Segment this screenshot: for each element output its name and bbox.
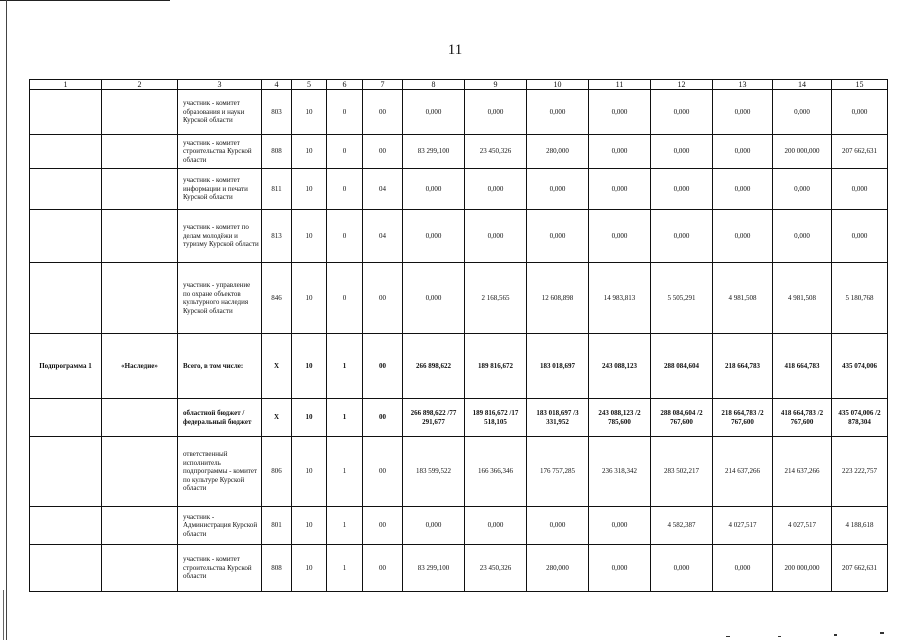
- scan-speck: [726, 636, 730, 637]
- row-title-cell: [102, 263, 178, 334]
- row-section-cell: 10: [292, 399, 327, 437]
- row-value-cell: 0,000: [403, 210, 465, 263]
- row-participant-cell: ответственный исполнитель подпрограммы - комитет по культуре Курской области: [178, 437, 262, 507]
- row-title-cell: [102, 210, 178, 263]
- table-row: [30, 334, 888, 399]
- table-row: [30, 437, 888, 507]
- header-cell: 13: [713, 80, 773, 90]
- row-value-cell: 0,000: [403, 263, 465, 334]
- row-value-cell: 0,000: [403, 507, 465, 545]
- table-row: [30, 507, 888, 545]
- row-code-cell: 808: [262, 135, 292, 169]
- row-value-cell: 435 074,006 /2 878,304: [832, 399, 888, 437]
- row-value-cell: 4 027,517: [713, 507, 773, 545]
- row-value-cell: 12 608,898: [527, 263, 589, 334]
- row-subprogram-cell: 0: [327, 135, 363, 169]
- row-value-cell: 283 502,217: [651, 437, 713, 507]
- row-program-cell: [30, 210, 102, 263]
- header-cell: 8: [403, 80, 465, 90]
- scan-speck: [778, 636, 781, 637]
- table-row: [30, 169, 888, 210]
- row-code-cell: 808: [262, 545, 292, 592]
- table-header-row: [30, 80, 888, 90]
- header-cell: 11: [589, 80, 651, 90]
- table-row: [30, 263, 888, 334]
- row-value-cell: 200 000,000: [773, 545, 832, 592]
- row-value-cell: 5 505,291: [651, 263, 713, 334]
- row-value-cell: 207 662,631: [832, 135, 888, 169]
- row-value-cell: 0,000: [651, 169, 713, 210]
- row-value-cell: 0,000: [832, 210, 888, 263]
- row-value-cell: 183 018,697 /3 331,952: [527, 399, 589, 437]
- row-value-cell: 280,000: [527, 135, 589, 169]
- row-value-cell: 223 222,757: [832, 437, 888, 507]
- row-item-cell: 00: [363, 135, 403, 169]
- row-value-cell: 4 188,618: [832, 507, 888, 545]
- row-program-cell: [30, 507, 102, 545]
- table-row: [30, 399, 888, 437]
- header-cell: 4: [262, 80, 292, 90]
- row-item-cell: 00: [363, 507, 403, 545]
- row-value-cell: 0,000: [589, 169, 651, 210]
- row-value-cell: 435 074,006: [832, 334, 888, 399]
- row-value-cell: 0,000: [465, 90, 527, 135]
- row-value-cell: 2 168,565: [465, 263, 527, 334]
- row-value-cell: 0,000: [832, 90, 888, 135]
- row-value-cell: 0,000: [403, 90, 465, 135]
- header-cell: 2: [102, 80, 178, 90]
- row-value-cell: 0,000: [527, 210, 589, 263]
- row-program-cell: [30, 90, 102, 135]
- row-section-cell: 10: [292, 90, 327, 135]
- header-cell: 12: [651, 80, 713, 90]
- row-subprogram-cell: 1: [327, 399, 363, 437]
- row-subprogram-cell: 0: [327, 169, 363, 210]
- row-participant-cell: участник - комитет информации и печати Курской области: [178, 169, 262, 210]
- row-program-cell: [30, 437, 102, 507]
- row-value-cell: 0,000: [527, 90, 589, 135]
- row-value-cell: 0,000: [773, 169, 832, 210]
- table-row: [30, 210, 888, 263]
- row-title-cell: [102, 507, 178, 545]
- row-section-cell: 10: [292, 545, 327, 592]
- row-participant-cell: участник - комитет строительства Курской области: [178, 545, 262, 592]
- scan-edge-top: [0, 0, 170, 1]
- scan-edge-left-secondary: [3, 590, 4, 640]
- row-value-cell: 4 582,387: [651, 507, 713, 545]
- row-program-cell: [30, 169, 102, 210]
- row-value-cell: 176 757,285: [527, 437, 589, 507]
- row-participant-cell: участник - Администрация Курской области: [178, 507, 262, 545]
- row-value-cell: 0,000: [651, 210, 713, 263]
- row-value-cell: 207 662,631: [832, 545, 888, 592]
- scan-edge-left: [6, 0, 7, 640]
- row-program-cell: [30, 399, 102, 437]
- row-subprogram-cell: 1: [327, 545, 363, 592]
- row-section-cell: 10: [292, 169, 327, 210]
- row-program-cell: Подпрограмма 1: [30, 334, 102, 399]
- row-item-cell: 04: [363, 210, 403, 263]
- row-value-cell: 0,000: [773, 210, 832, 263]
- row-item-cell: 00: [363, 437, 403, 507]
- row-value-cell: 266 898,622: [403, 334, 465, 399]
- row-value-cell: 243 088,123: [589, 334, 651, 399]
- row-section-cell: 10: [292, 263, 327, 334]
- row-value-cell: 418 664,783: [773, 334, 832, 399]
- row-section-cell: 10: [292, 135, 327, 169]
- row-code-cell: 806: [262, 437, 292, 507]
- header-cell: 1: [30, 80, 102, 90]
- row-subprogram-cell: 1: [327, 507, 363, 545]
- row-subprogram-cell: 0: [327, 263, 363, 334]
- row-value-cell: 0,000: [773, 90, 832, 135]
- row-section-cell: 10: [292, 507, 327, 545]
- row-code-cell: Х: [262, 334, 292, 399]
- table-row: [30, 90, 888, 135]
- budget-table: [29, 79, 888, 592]
- row-value-cell: 4 027,517: [773, 507, 832, 545]
- row-title-cell: [102, 399, 178, 437]
- row-value-cell: 0,000: [713, 135, 773, 169]
- row-value-cell: 288 084,604: [651, 334, 713, 399]
- row-value-cell: 0,000: [589, 545, 651, 592]
- row-participant-cell: областной бюджет /федеральный бюджет: [178, 399, 262, 437]
- scan-speck: [834, 634, 837, 636]
- row-code-cell: 803: [262, 90, 292, 135]
- row-value-cell: 14 983,813: [589, 263, 651, 334]
- row-participant-cell: участник - комитет строительства Курской области: [178, 135, 262, 169]
- row-value-cell: 0,000: [589, 210, 651, 263]
- row-code-cell: 846: [262, 263, 292, 334]
- row-item-cell: 00: [363, 263, 403, 334]
- row-value-cell: 243 088,123 /2 785,600: [589, 399, 651, 437]
- row-value-cell: 0,000: [527, 169, 589, 210]
- header-cell: 10: [527, 80, 589, 90]
- table-row: [30, 545, 888, 592]
- row-value-cell: 0,000: [589, 507, 651, 545]
- row-value-cell: 236 318,342: [589, 437, 651, 507]
- row-code-cell: Х: [262, 399, 292, 437]
- row-item-cell: 00: [363, 90, 403, 135]
- scan-speck: [880, 632, 884, 634]
- row-value-cell: 0,000: [465, 507, 527, 545]
- row-program-cell: [30, 135, 102, 169]
- row-value-cell: 0,000: [832, 169, 888, 210]
- row-section-cell: 10: [292, 437, 327, 507]
- row-value-cell: 280,000: [527, 545, 589, 592]
- row-value-cell: 189 816,672 /17 518,105: [465, 399, 527, 437]
- row-participant-cell: участник - комитет образования и науки Курской области: [178, 90, 262, 135]
- row-subprogram-cell: 0: [327, 90, 363, 135]
- header-cell: 9: [465, 80, 527, 90]
- row-value-cell: 0,000: [527, 507, 589, 545]
- row-value-cell: 0,000: [403, 169, 465, 210]
- row-value-cell: 418 664,783 /2 767,600: [773, 399, 832, 437]
- row-code-cell: 811: [262, 169, 292, 210]
- row-value-cell: 0,000: [651, 135, 713, 169]
- row-code-cell: 801: [262, 507, 292, 545]
- page-number: 11: [447, 42, 463, 58]
- row-section-cell: 10: [292, 334, 327, 399]
- header-cell: 15: [832, 80, 888, 90]
- table-row: [30, 135, 888, 169]
- row-code-cell: 813: [262, 210, 292, 263]
- row-value-cell: 0,000: [465, 169, 527, 210]
- row-title-cell: [102, 545, 178, 592]
- row-value-cell: 5 180,768: [832, 263, 888, 334]
- row-value-cell: 183 018,697: [527, 334, 589, 399]
- header-cell: 14: [773, 80, 832, 90]
- header-cell: 7: [363, 80, 403, 90]
- row-value-cell: 0,000: [713, 169, 773, 210]
- row-value-cell: 214 637,266: [773, 437, 832, 507]
- row-subprogram-cell: 0: [327, 210, 363, 263]
- row-subprogram-cell: 1: [327, 437, 363, 507]
- row-value-cell: 23 450,326: [465, 135, 527, 169]
- row-value-cell: 183 599,522: [403, 437, 465, 507]
- row-title-cell: «Наследие»: [102, 334, 178, 399]
- row-title-cell: [102, 90, 178, 135]
- row-title-cell: [102, 135, 178, 169]
- row-title-cell: [102, 437, 178, 507]
- row-value-cell: 0,000: [465, 210, 527, 263]
- row-subprogram-cell: 1: [327, 334, 363, 399]
- header-cell: 3: [178, 80, 262, 90]
- row-value-cell: 0,000: [589, 135, 651, 169]
- row-value-cell: 0,000: [713, 545, 773, 592]
- budget-table-body: [30, 80, 888, 592]
- row-participant-cell: участник - управление по охране объектов культурного наследия Курской области: [178, 263, 262, 334]
- row-program-cell: [30, 263, 102, 334]
- row-item-cell: 00: [363, 399, 403, 437]
- row-value-cell: 0,000: [713, 210, 773, 263]
- row-value-cell: 0,000: [713, 90, 773, 135]
- row-item-cell: 00: [363, 334, 403, 399]
- row-value-cell: 288 084,604 /2 767,600: [651, 399, 713, 437]
- header-cell: 5: [292, 80, 327, 90]
- row-title-cell: [102, 169, 178, 210]
- row-item-cell: 00: [363, 545, 403, 592]
- row-value-cell: 23 450,326: [465, 545, 527, 592]
- row-participant-cell: участник - комитет по делам молодёжи и туризму Курской области: [178, 210, 262, 263]
- row-value-cell: 218 664,783 /2 767,600: [713, 399, 773, 437]
- row-item-cell: 04: [363, 169, 403, 210]
- row-value-cell: 200 000,000: [773, 135, 832, 169]
- row-value-cell: 4 981,508: [773, 263, 832, 334]
- row-value-cell: 189 816,672: [465, 334, 527, 399]
- row-participant-cell: Всего, в том числе:: [178, 334, 262, 399]
- row-value-cell: 0,000: [651, 90, 713, 135]
- header-cell: 6: [327, 80, 363, 90]
- row-value-cell: 166 366,346: [465, 437, 527, 507]
- row-value-cell: 218 664,783: [713, 334, 773, 399]
- row-value-cell: 83 299,100: [403, 545, 465, 592]
- row-section-cell: 10: [292, 210, 327, 263]
- row-value-cell: 83 299,100: [403, 135, 465, 169]
- row-value-cell: 266 898,622 /77 291,677: [403, 399, 465, 437]
- row-value-cell: 0,000: [651, 545, 713, 592]
- row-program-cell: [30, 545, 102, 592]
- row-value-cell: 214 637,266: [713, 437, 773, 507]
- row-value-cell: 4 981,508: [713, 263, 773, 334]
- row-value-cell: 0,000: [589, 90, 651, 135]
